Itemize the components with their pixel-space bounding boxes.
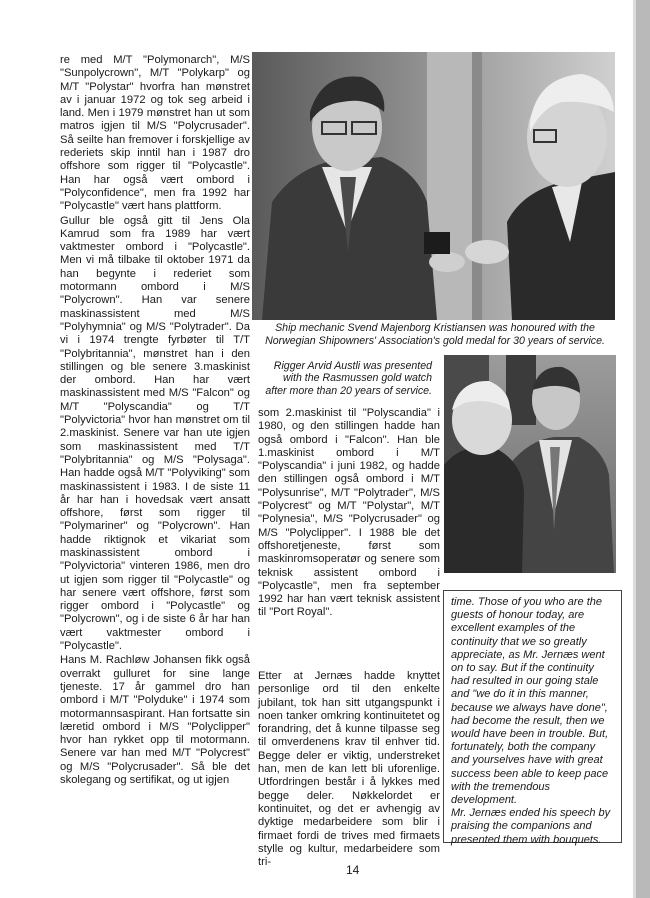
middle-column-upper	[258, 407, 440, 620]
article-paragraph-5: Etter at Jernæs hadde knyttet personlige ord til den enkelte jubilant, tok han sitt utgangspunkt i noen tanker omkring kontinuitetet og forandring, det å kunne tilpasse seg til omverdenens krav til enhver tid. Begge deler er viktig, understreket han, men de kan lett bli uforenlige. Utfordringen består i å lykkes med begge deler. Nøkkelordet er kontinuitet, og det er avhengig av dyktige medarbeidere som blir i firmaet fordi de trives med firmaets stylle og kultur, medarbeidere som tri-	[258, 670, 440, 869]
page-number: 14	[346, 863, 360, 877]
english-paragraph-1: time. Those of you who are the guests of honour today, are excellent examples of the continuity that we so greatly appreciate, as Mr. Jernæs went on to say. But if the continuity had resulted in our going stale and "we do it in this manner, because we always have done", had become the result, then we would have been in trouble. But, fortunately, both the company and yourselves have with great success been able to keep pace with the tremendous development.	[451, 596, 609, 807]
article-paragraph-4: som 2.maskinist til "Polyscandia" i 1980, og den stillingen hadde han også ombord i "Falcon". Han ble 1.maskinist ombord i M/T "Polyscandia" i juni 1982, og hadde den stillingen også ombord i M/T "Polysunrise", M/T "Polytrader", M/S "Polycrest" og M/T "Polystar", M/T "Polynesia", M/S "Polycrusader" og M/S "Polyclipper". I 1988 ble det offshoretjeneste, først som maskinromsoperatør og senere som teknisk assistent ombord i "Polycastle", men fra september 1992 har han vært teknisk assistent til "Port Royal".	[258, 407, 440, 619]
article-paragraph-3: Hans M. Rachløw Johansen fikk også overrakt gulluret for sine lange tjeneste. 17 år gammel dro han ombord i M/T "Polyduke" i 1974 som motormannsaspirant. Han fortsatte sin læretid ombord i M/S "Polyclipper" hvor han rykket opp til motormann. Senere var han med M/T "Polycrest" og M/S "Polycrusader". Så ble det skolegang og sertifikat, og ut igjen	[60, 654, 250, 787]
photo-medal-presentation-illustration	[252, 52, 615, 320]
article-paragraph-1: re med M/T "Polymonarch", M/S "Sunpolycrown", M/T "Polykarp" og M/T "Polystar" hvorfra han mønstret av i januar 1972 og tok seg arbeid i land. Men i 1979 mønstret han ut som matros igjen til M/S "Polycrusader". Så seilte han fremover i forskjellige av rederiets skip inntil han i 1987 dro offshore som rigger til "Polycastle". Han har også vært ombord i "Polyconfidence", men fra 1992 har "Polycastle" vært hans plattform.	[60, 54, 250, 213]
article-paragraph-2: Gullur ble også gitt til Jens Ola Kamrud som fra 1989 har vært vaktmester ombord i "Polycastle". Men vi må tilbake til oktober 1971 da han begynte i rederiet som motormann ombord i M/S "Polycrown". Han var senere maskinassistent med M/S "Polyhymnia" og M/S "Polytrader". Da vi i 1974 trengte fyrbøter til T/T "Polybritannia", mønstret han i den stillingen og ble senere 3.maskinist der ombord. Han har vært maskinassistent med M/S "Falcon" og M/T "Polyscandia" og T/T "Polyvictoria" hvor han mønstret om til 2.maskinist. Senere var han ute igjen som maskinassistent med T/T "Polybritannia" og M/S "Polysaga". Han hadde også M/T "Polyviking" som maskinassistent i 1983. I de siste 11 år har han i hovedsak vært ansatt offshore, først som rigger til "Polymariner" og "Polycrown". Han hadde riktignok et vikariat som maskinassistent ombord i "Polyvictoria" vinteren 1986, men dro ut igjen som rigger til "Polycastle" og har senere vært offshore, først som rigger ombord i "Polycastle" og "Polycrown", og i de siste 6 år har han vært vaktmester ombord i "Polycastle".	[60, 214, 250, 653]
middle-column-lower	[258, 670, 440, 869]
photo-watch-presentation	[444, 355, 616, 573]
photo-caption-medal: Ship mechanic Svend Majenborg Kristiansen was honoured with the Norwegian Shipowners' Association's gold medal for 30 years of service.	[265, 322, 605, 347]
photo-medal-presentation	[252, 52, 615, 320]
photo-caption-watch: Rigger Arvid Austli was presented with the Rasmussen gold watch after more than 20 years of service.	[265, 360, 432, 397]
english-translation-box	[443, 590, 622, 846]
page-edge-shadow	[636, 0, 650, 898]
left-column-article	[60, 54, 250, 788]
photo-watch-presentation-illustration	[444, 355, 616, 573]
english-paragraph-2: Mr. Jernæs ended his speech by praising the companions and presented them with bouquets.	[451, 807, 611, 846]
